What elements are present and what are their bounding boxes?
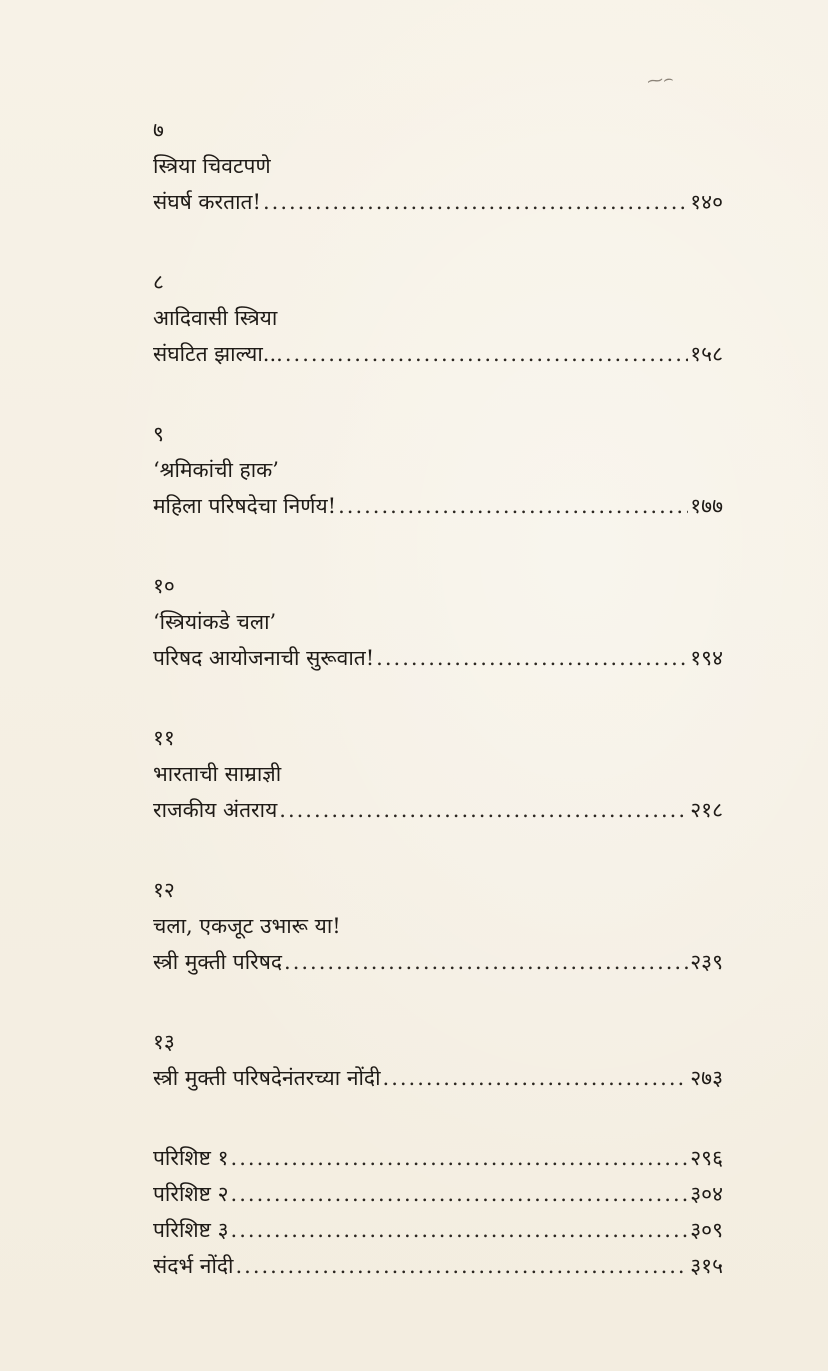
entry-title: स्त्री मुक्ती परिषदेनंतरच्या नोंदी [153, 1066, 381, 1090]
appendix-list [153, 1140, 723, 1284]
pencil-mark-icon: ⁓⌢ [646, 68, 676, 91]
dot-leader [231, 1176, 689, 1212]
dot-leader [338, 488, 688, 524]
dot-leader [279, 792, 688, 828]
toc-entry-references [153, 1248, 723, 1284]
entry-title: राजकीय अंतराय [153, 798, 278, 822]
entry-title: परिशिष्ट ३ [153, 1218, 229, 1242]
chapter-number: ११ [153, 726, 175, 750]
entry-title: परिषद आयोजनाची सुरूवात! [153, 646, 375, 670]
entry-title: परिशिष्ट २ [153, 1182, 229, 1206]
chapter-number: १२ [153, 878, 175, 902]
page-number: १५८ [690, 342, 723, 366]
page-number: १७७ [690, 494, 723, 518]
toc-entry [153, 184, 723, 220]
toc-chapter-8 [153, 264, 723, 372]
page-number: १४० [690, 190, 723, 214]
toc-entry [153, 944, 723, 980]
dot-leader [383, 1060, 689, 1096]
page-number: ३०९ [690, 1218, 723, 1242]
toc-entry-appendix-2 [153, 1176, 723, 1212]
chapter-title-line: स्त्रिया चिवटपणे [153, 154, 271, 178]
page-number: ३१५ [690, 1254, 723, 1278]
toc-entry [153, 336, 723, 372]
chapter-title-line: भारताची साम्राज्ञी [153, 762, 282, 786]
entry-title: संघर्ष करतात! [153, 190, 261, 214]
dot-leader [235, 1248, 688, 1284]
chapter-title-line: आदिवासी स्त्रिया [153, 306, 278, 330]
toc-entry [153, 640, 723, 676]
page-number: २७३ [690, 1066, 723, 1090]
page-number: ३०४ [690, 1182, 723, 1206]
chapter-title-line: चला, एकजूट उभारू या! [153, 914, 341, 938]
chapter-number: १० [153, 574, 175, 598]
page-number: १९४ [690, 646, 723, 670]
entry-title: महिला परिषदेचा निर्णय! [153, 494, 337, 518]
chapter-number: १३ [153, 1030, 175, 1054]
dot-leader [376, 640, 688, 676]
chapter-number: ८ [153, 270, 164, 294]
toc-chapter-12 [153, 872, 723, 980]
dot-leader [231, 1212, 689, 1248]
toc-entry [153, 1060, 723, 1096]
toc-chapter-7 [153, 112, 723, 220]
page-number: २१८ [690, 798, 723, 822]
dot-leader [231, 1140, 689, 1176]
dot-leader [285, 336, 688, 372]
entry-title: परिशिष्ट १ [153, 1146, 229, 1170]
chapter-title-line: ‘श्रमिकांची हाक’ [153, 458, 279, 482]
chapter-number: ९ [153, 422, 164, 446]
toc-entry [153, 792, 723, 828]
page-number: २३९ [690, 950, 723, 974]
entry-title: संदर्भ नोंदी [153, 1254, 234, 1278]
toc-entry [153, 488, 723, 524]
chapter-number: ७ [153, 118, 164, 142]
toc-entry-appendix-1 [153, 1140, 723, 1176]
table-of-contents [153, 112, 723, 1284]
dot-leader [284, 944, 688, 980]
entry-title: संघटित झाल्या... [153, 342, 283, 366]
toc-chapter-10 [153, 568, 723, 676]
toc-chapter-11 [153, 720, 723, 828]
toc-chapter-13 [153, 1024, 723, 1096]
toc-chapter-9 [153, 416, 723, 524]
toc-entry-appendix-3 [153, 1212, 723, 1248]
dot-leader [263, 184, 688, 220]
entry-title: स्त्री मुक्ती परिषद [153, 950, 283, 974]
page-number: २९६ [690, 1146, 723, 1170]
chapter-title-line: ‘स्त्रियांकडे चला’ [153, 610, 277, 634]
